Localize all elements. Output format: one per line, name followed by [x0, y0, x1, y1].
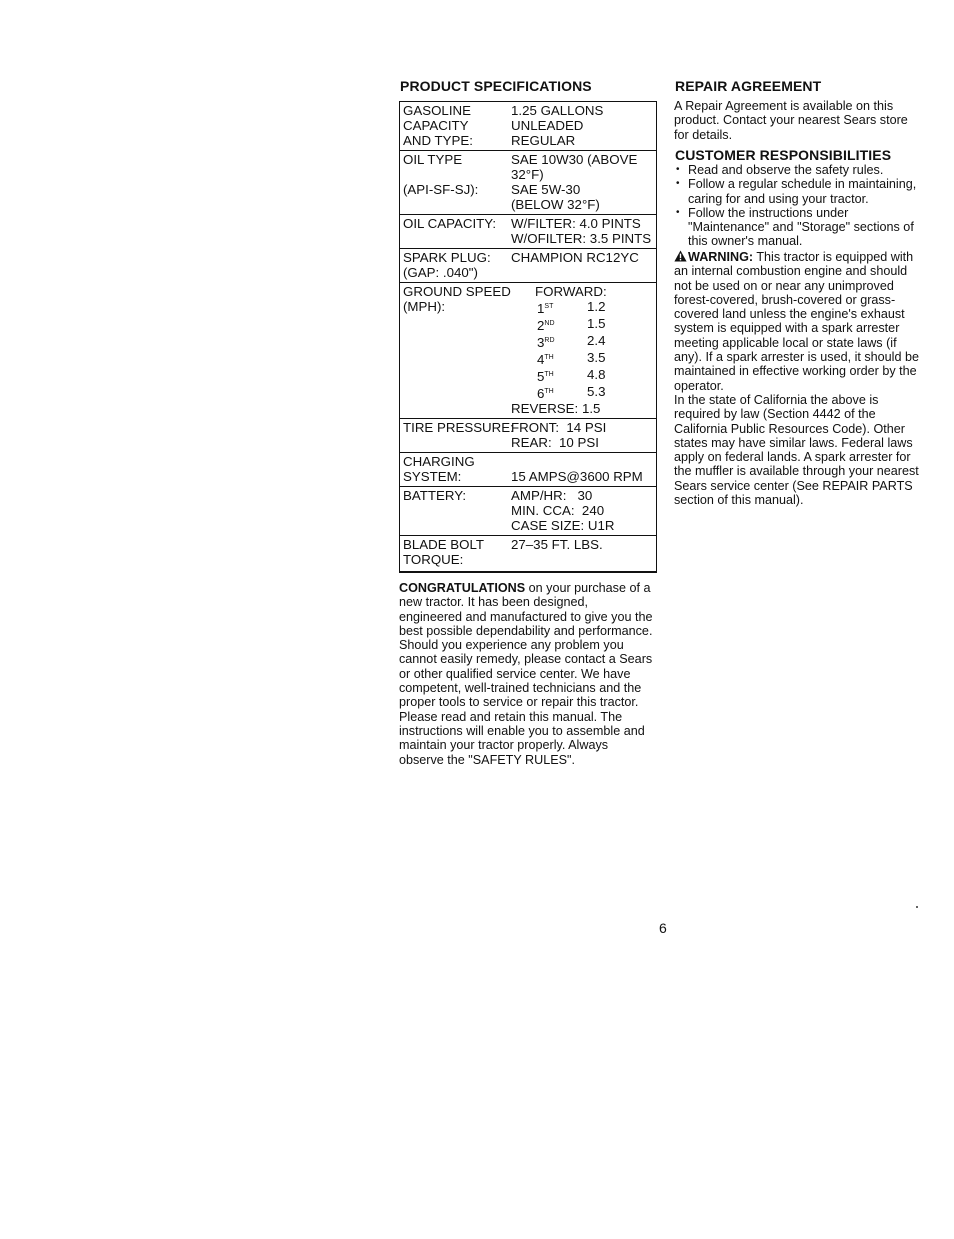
forward-label: FORWARD: [535, 284, 607, 299]
gear-row: 3RD 2.4 [537, 333, 606, 350]
stray-mark [916, 906, 918, 908]
spec-label: CHARGING SYSTEM: [403, 454, 475, 484]
spec-label: OIL TYPE (API-SF-SJ): [403, 152, 479, 197]
gear-row: 5TH 4.8 [537, 367, 606, 384]
congrats-paragraph-2: Should you experience any problem you cannot easily remedy, please contact a Sears or other qualified service center. We have competent, well-trained technicians and the proper tools to service or repair this tractor. [399, 638, 653, 710]
spec-value: FRONT: 14 PSI REAR: 10 PSI [511, 420, 607, 450]
specs-heading: PRODUCT SPECIFICATIONS [400, 78, 592, 94]
list-item: • Follow the instructions under "Maintenance" and "Storage" sections of this owner's manual. [674, 206, 924, 249]
reverse-speed: REVERSE: 1.5 [511, 401, 601, 416]
spec-label: (MPH): [403, 299, 446, 314]
spec-row-charging [400, 452, 656, 486]
spec-value: SAE 10W30 (ABOVE 32°F) SAE 5W-30 (BELOW 32°F) [511, 152, 638, 212]
spec-value: 15 AMPS@3600 RPM [511, 469, 643, 484]
spec-row-battery [400, 486, 656, 535]
congrats-paragraph-3: Please read and retain this manual. The instructions will enable you to assemble and maintain your tractor properly. Always observe the "SAFETY RULES". [399, 709, 645, 767]
california-paragraph: In the state of California the above is required by law (Section 4442 of the California Public Resources Code). Other states may have similar laws. Federal laws apply on federal lands. A spark arrester for the muffler is available through your nearest Sears service center (See REPAIR PARTS section of this manual). [674, 392, 919, 508]
spec-label: SPARK PLUG: (GAP: .040") [403, 250, 491, 280]
spec-row-spark-plug [400, 248, 656, 282]
spec-label: OIL CAPACITY: [403, 216, 497, 231]
spec-row-blade-bolt [400, 535, 656, 571]
gear-row: 4TH 3.5 [537, 350, 606, 367]
spec-label: BATTERY: [403, 488, 467, 503]
gear-row: 1ST 1.2 [537, 299, 606, 316]
page-number: 6 [659, 920, 667, 936]
spec-label: TIRE PRESSURE: [403, 420, 514, 435]
congrats-paragraph-1: CONGRATULATIONS on your purchase of a new tractor. It has been designed, engineered and manufactured to give you the best possible dependability and performance. [399, 581, 653, 638]
spec-row-oil-type [400, 150, 656, 214]
spec-label: GROUND SPEED [403, 284, 511, 299]
spec-row-tire-pressure [400, 418, 656, 452]
spec-label: GASOLINE CAPACITY AND TYPE: [403, 103, 473, 148]
list-item: • Follow a regular schedule in maintaining, caring for and using your tractor. [674, 177, 924, 206]
spec-value: AMP/HR: 30 MIN. CCA: 240 CASE SIZE: U1R [511, 488, 615, 533]
repair-agreement-text: A Repair Agreement is available on this product. Contact your nearest Sears store for details. [674, 99, 908, 142]
warning-text: WARNING: This tractor is equipped with an internal combustion engine and should not be used on or near any unimproved forest-covered, brush-covered or grass-covered land unless the engine's exhaust system is equipped with a spark arrester meeting applicable local or state laws (if any). If a spark arrester is used, it should be maintained in effective working order by the operator. In the state of California the above is required by law (Section 4442 of the California Public Resources Code). Other states may have similar laws. Federal laws apply on federal lands. A spark arrester for the muffler is available through your nearest Sears service center (See REPAIR PARTS section of this manual). [674, 250, 928, 507]
responsibilities-list [674, 163, 924, 249]
spec-value: CHAMPION RC12YC [511, 250, 639, 265]
gear-row: 6TH 5.3 [537, 384, 606, 401]
warning-triangle-icon [674, 250, 687, 262]
spec-value: W/FILTER: 4.0 PINTS W/OFILTER: 3.5 PINTS [511, 216, 652, 246]
customer-responsibilities-heading: CUSTOMER RESPONSIBILITIES [675, 147, 892, 163]
spec-value: 1.25 GALLONS UNLEADED REGULAR [511, 103, 604, 148]
congratulations-text [399, 581, 653, 767]
list-item: • Read and observe the safety rules. [674, 163, 924, 177]
spec-row-ground-speed [400, 282, 656, 418]
spec-row-oil-capacity [400, 214, 656, 248]
specs-table [399, 101, 657, 573]
repair-agreement-heading: REPAIR AGREEMENT [675, 78, 822, 94]
spec-value: 27–35 FT. LBS. [511, 537, 603, 552]
gear-row: 2ND 1.5 [537, 316, 606, 333]
spec-row-gasoline [400, 102, 656, 150]
spec-label: BLADE BOLT TORQUE: [403, 537, 485, 567]
warning-label: WARNING: [688, 250, 754, 264]
